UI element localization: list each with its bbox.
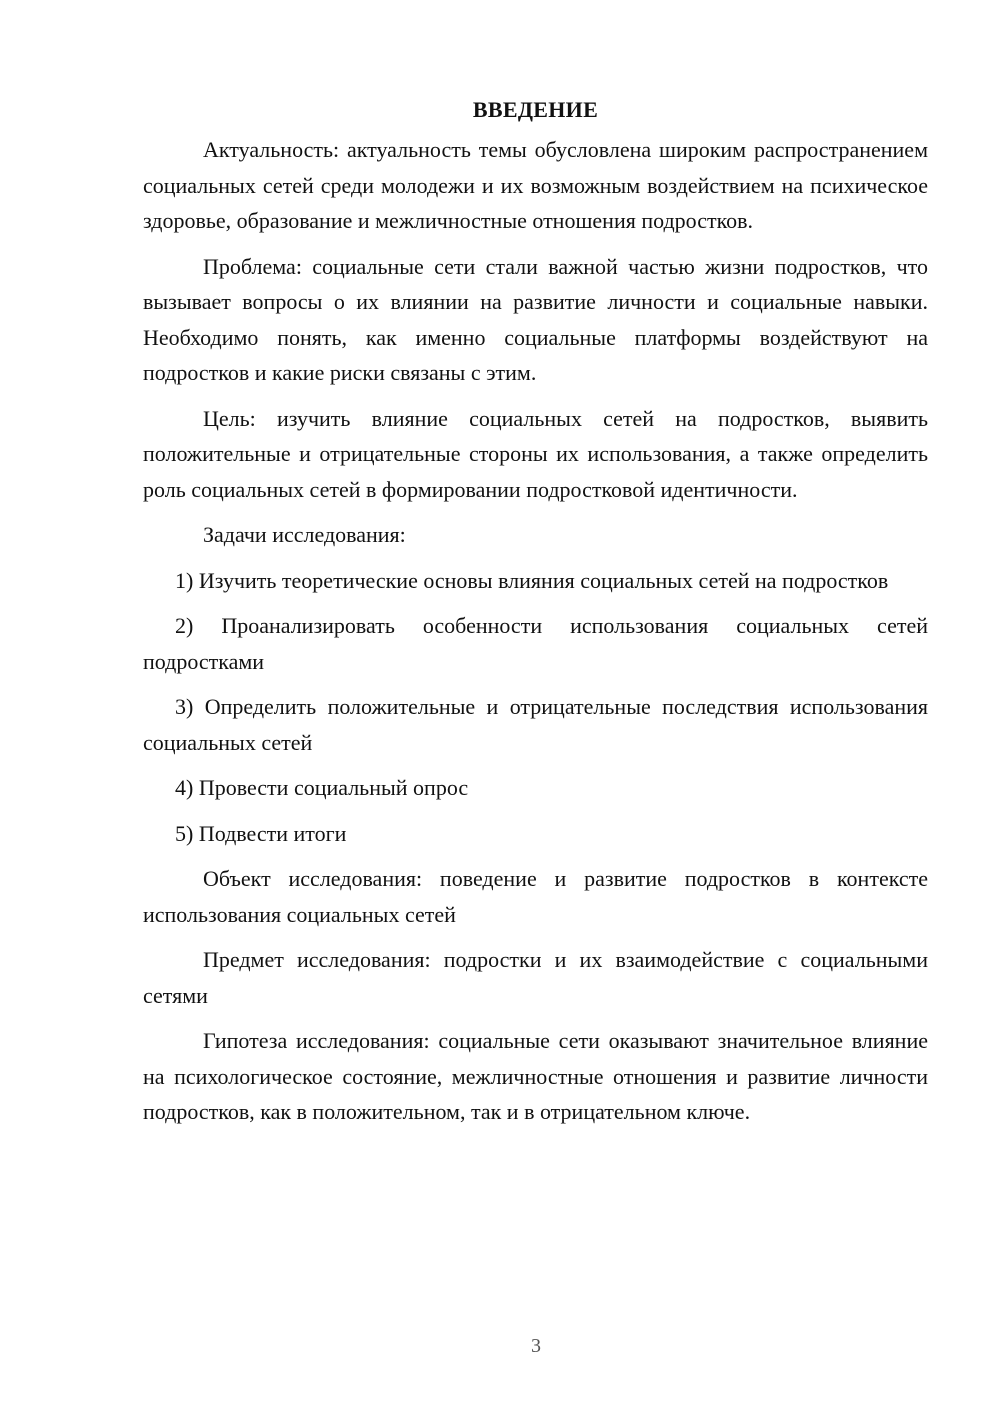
page-content [143,92,928,1140]
paragraph-hypothesis: Гипотеза исследования: социальные сети оказывают значительное влияние на психологическое состояние, межличностные отношения и развитие личности подростков, как в положительном, так и в отрицательном ключе. [143,1028,928,1124]
paragraph-tasks-intro: Задачи исследования: [203,522,406,547]
task-item-5: 5) Подвести итоги [175,820,347,846]
paragraph-subject: Предмет исследования: подростки и их взаимодействие с социальными сетями [143,947,928,1008]
paragraph-goal: Цель: изучить влияние социальных сетей на подростков, выявить положительные и отрицательные стороны их использования, а также определить роль социальных сетей в формировании подростковой идентичности. [143,405,928,502]
task-item-1: 1) Изучить теоретические основы влияния социальных сетей на подростков [175,567,889,593]
section-heading: ВВЕДЕНИЕ [472,97,599,122]
page-number: 3 [531,1335,541,1357]
task-item-4: 4) Провести социальный опрос [175,775,469,800]
paragraph-object: Объект исследования: поведение и развитие подростков в контексте использования социальных сетей [143,866,928,927]
paragraph-problem: Проблема: социальные сети стали важной частью жизни подростков, что вызывает вопросы о их влиянии на развитие личности и социальные навыки. Необходимо понять, как именно социальные платформы воздействуют на подростков и какие риски связаны с этим. [143,253,928,385]
task-item-3: 3) Определить положительные и отрицательные последствия использования социальных сетей [143,694,928,755]
paragraph-relevance: Актуальность: актуальность темы обусловлена широким распространением социальных сетей среди молодежи и их возможным воздействием на психическое здоровье, образование и межличностные отношения подростков. [143,137,928,233]
task-item-2: 2) Проанализировать особенности использования социальных сетей подростками [143,613,928,674]
